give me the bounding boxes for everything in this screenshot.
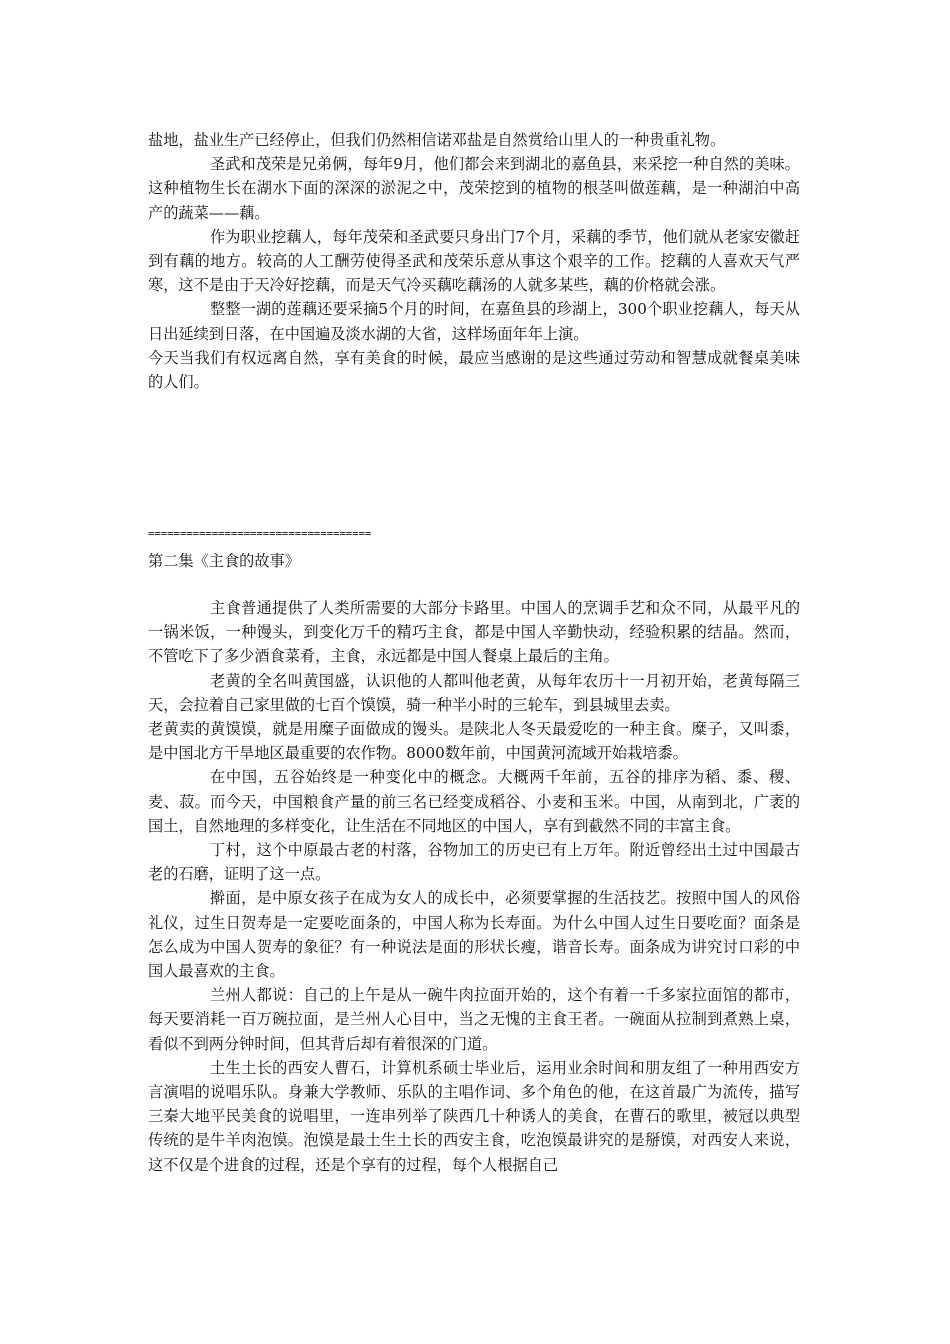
section-separator: =================================== [148,528,372,540]
paragraph: 今天当我们有权远离自然，享有美食的时候，最应当感谢的是这些通过劳动和智慧成就餐桌美味的人们。 [148,348,800,392]
paragraph: 作为职业挖藕人，每年茂荣和圣武要只身出门7个月，采藕的季节，他们就从老家安徽赶到有藕的地方。较高的人工酬劳使得圣武和茂荣乐意从事这个艰辛的工作。挖藕的人喜欢天气严寒，这不是由于天冷好挖藕，而是天气冷买藕吃藕汤的人就多某些，藕的价格就会涨。 [148,227,800,295]
chapter-text [148,596,800,1177]
paragraph: 整整一湖的莲藕还要采摘5个月的时间，在嘉鱼县的珍湖上，300个职业挖藕人，每天从日出延续到日落，在中国遍及淡水湖的大省，这样场面年年上演。 [148,300,800,343]
paragraph: 擀面，是中原女孩子在成为女人的成长中，必须要掌握的生活技艺。按照中国人的风俗礼仪，过生日贺寿是一定要吃面条的，中国人称为长寿面。为什么中国人过生日要吃面？面条是怎么成为中国人贺寿的象征？有一种说法是面的形状长瘦，谐音长寿。面条成为讲究讨口彩的中国人最喜欢的主食。 [148,889,800,981]
paragraph: 老黄卖的黄馍馍，就是用糜子面做成的馒头。是陕北人冬天最爱吃的一种主食。糜子，又叫黍，是中国北方干旱地区最重要的农作物。8000数年前，中国黄河流域开始栽培黍。 [148,720,800,763]
paragraph: 在中国，五谷始终是一种变化中的概念。大概两千年前，五谷的排序为稻、黍、稷、麦、菽。而今天，中国粮食产量的前三名已经变成稻谷、小麦和玉米。中国，从南到北，广袤的国土，自然地理的多样变化，让生活在不同地区的中国人，享有到截然不同的丰富主食。 [148,768,800,835]
paragraph: 盐地，盐业生产已经停止，但我们仍然相信诺邓盐是自然赏给山里人的一种贵重礼物。 [148,131,726,149]
section-one-text [148,128,800,394]
paragraph: 兰州人都说：自己的上午是从一碗牛肉拉面开始的，这个有着一千多家拉面馆的都市，每天要消耗一百万碗拉面，是兰州人心目中，当之无愧的主食王者。一碗面从拉制到煮熟上桌，看似不到两分钟时间，但其背后却有着很深的门道。 [148,986,800,1053]
paragraph: 老黄的全名叫黄国盛，认识他的人都叫他老黄，从每年农历十一月初开始，老黄每隔三天，会拉着自己家里做的七百个馍馍，骑一种半小时的三轮车，到县城里去卖。 [148,671,800,714]
paragraph: 圣武和茂荣是兄弟俩，每年9月，他们都会来到湖北的嘉鱼县，来采挖一种自然的美味。这种植物生长在湖水下面的深深的淤泥之中，茂荣挖到的植物的根茎叫做莲藕，是一种湖泊中高产的蔬菜——藕。 [148,155,800,222]
paragraph: 丁村，这个中原最古老的村落，谷物加工的历史已有上万年。附近曾经出土过中国最古老的石磨，证明了这一点。 [148,841,800,884]
paragraph: 土生土长的西安人曹石，计算机系硕士毕业后，运用业余时间和朋友组了一种用西安方言演唱的说唱乐队。身兼大学教师、乐队的主唱作词、多个角色的他，在这首最广为流传，描写三秦大地平民美食的说唱里，一连串列举了陕西几十种诱人的美食，在曹石的歌里，被冠以典型传统的是牛羊肉泡馍。泡馍是最土生土长的西安主食，吃泡馍最讲究的是掰馍，对西安人来说，这不仅是个进食的过程，还是个享有的过程，每个人根据自己 [148,1058,800,1174]
chapter-title: 第二集《主食的故事》 [148,552,300,570]
paragraph: 主食普通提供了人类所需要的大部分卡路里。中国人的烹调手艺和众不同，从最平凡的一锅米饭，一种馒头，到变化万千的精巧主食，都是中国人辛勤快动，经验积累的结晶。然而，不管吃下了多少酒食菜肴，主食，永远都是中国人餐桌上最后的主角。 [148,599,800,666]
